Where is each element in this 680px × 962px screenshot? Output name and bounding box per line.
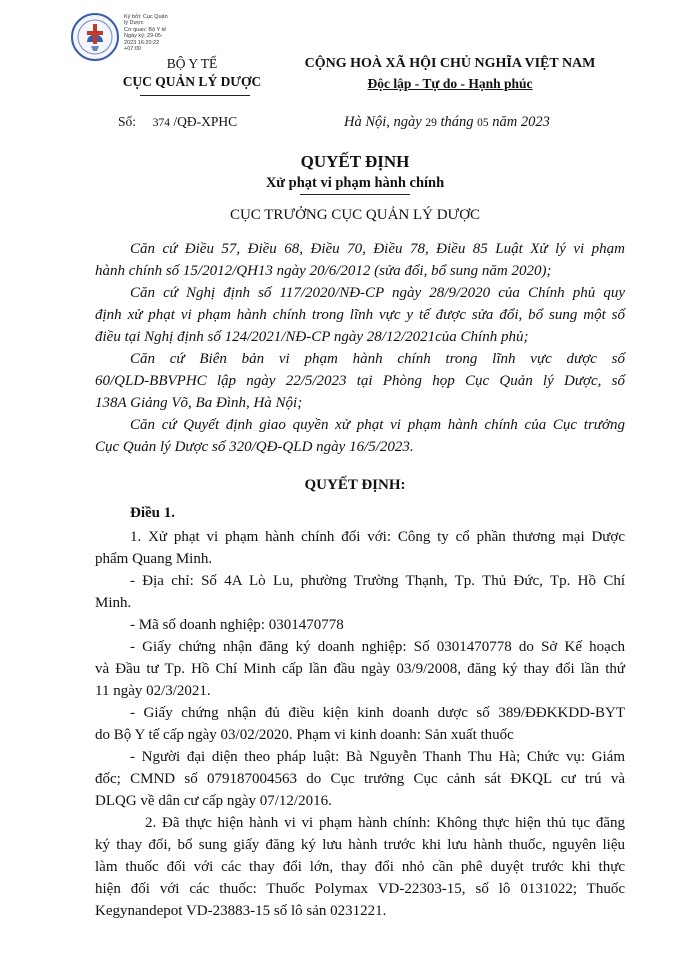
title-rule [300,194,410,195]
article-paragraph [95,636,625,702]
paragraph-line: làm thuốc đối với các thay đổi lớn, thay đổi nhỏ cần phê duyệt trước khi thực [95,859,625,875]
basis-line: 60/QLD-BBVPHC lập ngày 22/5/2023 tại Phòng họp Cục Quản lý Dược, số [95,373,625,389]
ministry-name: BỘ Y TẾ [166,56,218,71]
legal-basis [95,282,625,348]
paragraph-line: Minh. [95,595,132,611]
signature-line: Cơ quan: Bộ Y tế [124,26,167,33]
legal-basis [95,348,625,414]
paragraph-line: - Giấy chứng nhận đăng ký doanh nghiệp: Số 0301470778 do Sở Kế hoạch [130,639,625,655]
article-body [95,526,625,922]
basis-line: Căn cứ Nghị định số 117/2020/NĐ-CP ngày 28/9/2020 của Chính phủ quy [130,285,625,301]
signature-line: 2023 16:20:22 [124,39,160,46]
document-title: QUYẾT ĐỊNH [300,152,410,171]
article-paragraph [95,570,625,614]
legal-basis [95,238,625,282]
paragraph-line: - Mã số doanh nghiệp: 0301470778 [130,617,344,633]
number-label: Số: [118,114,137,129]
paragraph-line: - Người đại diện theo pháp luật: Bà Nguyễn Thanh Thu Hà; Chức vụ: Giám [130,749,625,765]
country-name: CỘNG HOÀ XÃ HỘI CHỦ NGHĨA VIỆT NAM [304,56,596,71]
paragraph-line: ký thay đổi, bổ sung giấy đăng ký lưu hành trước khi lưu hành thuốc, nguyên liệu [95,837,625,853]
article-title: Điều 1. [130,505,175,521]
date-year: năm 2023 [492,114,550,130]
authority-heading: CỤC TRƯỞNG CỤC QUẢN LÝ DƯỢC [229,207,481,223]
basis-line: 138A Giảng Võ, Ba Đình, Hà Nội; [95,395,303,411]
paragraph-line: 11 ngày 02/3/2021. [95,683,211,699]
paragraph-line: do Bộ Y tế cấp ngày 03/02/2020. Phạm vi kinh doanh: Sản xuất thuốc [95,727,514,743]
article-paragraph [95,746,625,812]
issue-date [344,114,550,131]
national-motto [270,76,630,92]
ministry-seal-icon [70,12,120,62]
paragraph-line: 2. Đã thực hiện hành vi vi phạm hành chính: Không thực hiện thủ tục đăng [145,815,625,831]
signature-line: lý Dược [124,20,144,27]
paragraph-line: hiện đối với các thuốc: Thuốc Polymax VD-22303-15, số lô 0131022; Thuốc [95,881,625,897]
document-number [118,114,237,130]
date-month: 05 [477,117,489,129]
date-prefix: Hà Nội, ngày [344,114,422,130]
basis-line: hành chính số 15/2012/QH13 ngày 20/6/2012 (sửa đổi, bổ sung năm 2020); [95,263,552,279]
motto-text: Độc lập - Tự do - Hạnh phúc [367,76,533,91]
legal-bases [95,238,625,458]
basis-line: Cục Quản lý Dược số 320/QĐ-QLD ngày 16/5/2023. [95,439,414,455]
article-paragraph [95,526,625,570]
basis-line: Căn cứ Biên bản vi phạm hành chính trong lĩnh vực dược số [130,351,625,367]
paragraph-line: và Đầu tư Tp. Hồ Chí Minh cấp lần đầu ngày 03/9/2008, đăng ký thay đổi lần thứ [95,661,625,677]
date-day: 29 [425,117,437,129]
paragraph-line: đốc; CMND số 079187004563 do Cục trưởng Cục cảnh sát ĐKQL cư trú và [95,771,625,787]
article-paragraph [95,614,625,636]
number-suffix: /QĐ-XPHC [173,114,238,129]
date-month-label: tháng [440,114,474,130]
paragraph-line: - Địa chỉ: Số 4A Lò Lu, phường Trường Thạnh, Tp. Thủ Đức, Tp. Hồ Chí [130,573,625,589]
number-value: 374 [152,117,171,129]
paragraph-line: phẩm Quang Minh. [95,551,213,567]
article-paragraph [95,812,625,922]
department-name: CỤC QUẢN LÝ DƯỢC [122,74,262,89]
article-paragraph [95,702,625,746]
basis-line: điều tại Nghị định số 124/2021/NĐ-CP ngày 28/12/2021của Chính phủ; [95,329,529,345]
signature-line: Ký bởi: Cục Quản [124,14,168,20]
digital-signature-note [124,14,214,52]
header-left-rule [140,95,250,96]
legal-basis [95,414,625,458]
signature-line: Ngày ký: 29-05- [124,33,163,40]
signature-line: +07:00 [124,46,141,53]
basis-line: Căn cứ Điều 57, Điều 68, Điều 70, Điều 78, Điều 85 Luật Xử lý vi phạm [130,241,625,257]
paragraph-line: - Giấy chứng nhận đủ điều kiện kinh doanh dược số 389/ĐĐKKDD-BYT [130,705,625,721]
paragraph-line: Kegynandepot VD-23883-15 số lô sản 0231221. [95,903,387,919]
basis-line: Căn cứ Quyết định giao quyền xử phạt vi phạm hành chính của Cục trưởng [130,417,625,433]
paragraph-line: 1. Xử phạt vi phạm hành chính đối với: Công ty cổ phần thương mại Dược [130,529,625,545]
paragraph-line: DLQG về dân cư cấp ngày 07/12/2016. [95,793,332,809]
basis-line: định xử phạt vi phạm hành chính trong lĩnh vực y tế được sửa đổi, bổ sung một số [95,307,625,323]
decision-heading: QUYẾT ĐỊNH: [304,477,406,493]
document-subtitle: Xử phạt vi phạm hành chính [265,175,445,191]
